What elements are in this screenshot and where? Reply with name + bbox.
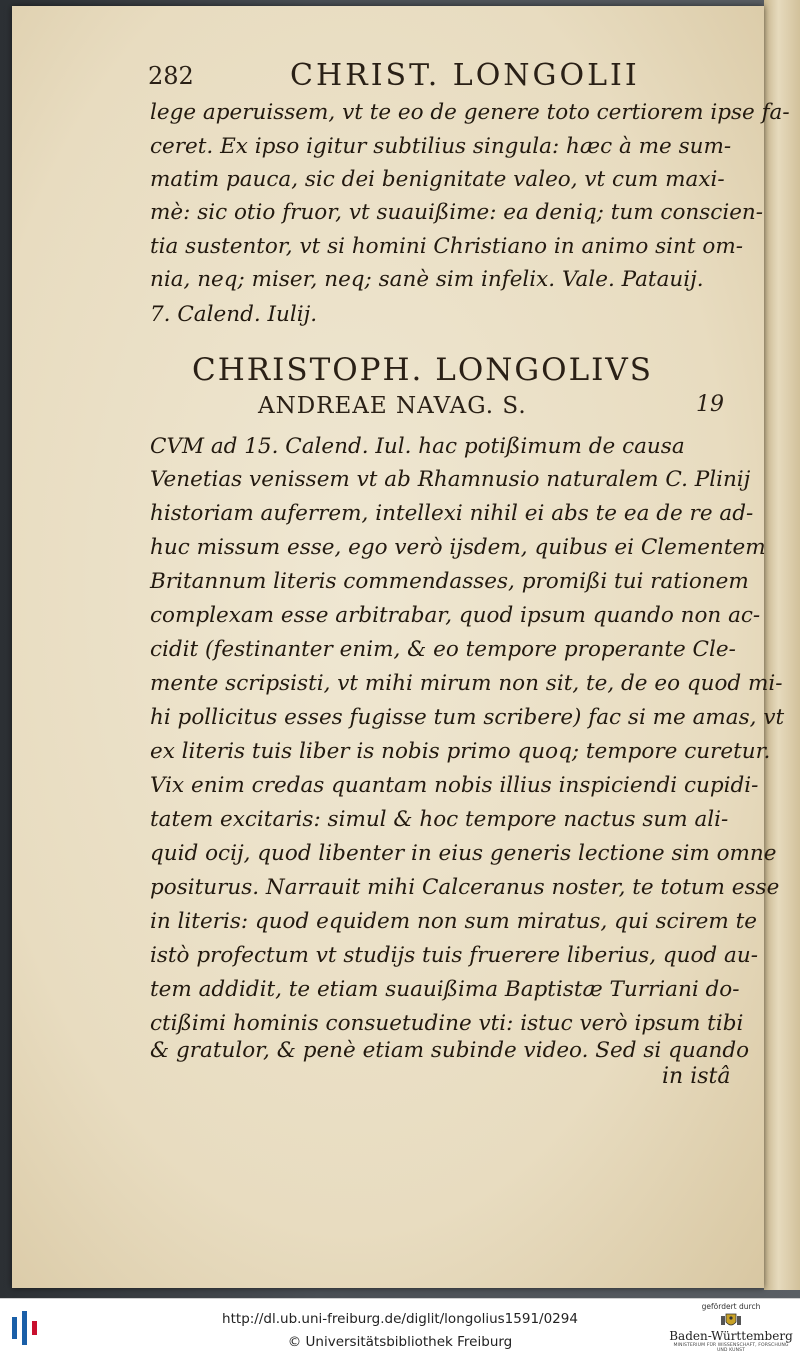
copyright-text: © Universitätsbibliothek Freiburg: [287, 1334, 513, 1350]
text-line: 7. Calend. Iulij.: [150, 302, 318, 327]
text-line: positurus. Narrauit mihi Calceranus noster, te totum esse: [150, 875, 780, 900]
text-line: ceret. Ex ipso igitur subtilius singula: hæc à me sum-: [150, 134, 732, 159]
letter-heading: CHRISTOPH. LONGOLIVS: [192, 352, 654, 388]
text-line: CVM ad 15. Calend. Iul. hac potißimum de causa: [150, 434, 685, 459]
text-line: & gratulor, & penè etiam subinde video. Sed si quando: [150, 1038, 750, 1063]
text-line: Vix enim credas quantam nobis illius inspiciendi cupidi-: [150, 773, 759, 798]
text-line: cidit (festinanter enim, & eo tempore properante Cle-: [150, 637, 736, 662]
text-line: istò profectum vt studijs tuis fruerere liberius, quod au-: [150, 943, 758, 968]
margin-number: 19: [696, 392, 724, 417]
text-line: complexam esse arbitrabar, quod ipsum quando non ac-: [150, 603, 761, 628]
text-line: tatem excitaris: simul & hoc tempore nactus sum ali-: [150, 807, 729, 832]
text-line: Venetias venissem vt ab Rhamnusio naturalem C. Plinij: [150, 467, 751, 492]
baden-wuerttemberg-crest-icon: [720, 1312, 742, 1330]
text-line: tem addidit, te etiam suauißima Baptistæ Turriani do-: [150, 977, 740, 1002]
text-line: mente scripsisti, vt mihi mirum non sit, te, de eo quod mi-: [150, 671, 783, 696]
sponsor-name: Baden-Württemberg: [669, 1329, 793, 1343]
text-line: historiam auferrem, intellexi nihil ei abs te ea de re ad-: [150, 501, 754, 526]
running-title: CHRIST. LONGOLII: [290, 58, 640, 93]
text-line: ctißimi hominis consuetudine vti: istuc verò ipsum tibi: [150, 1011, 744, 1036]
catchword: in istâ: [662, 1064, 731, 1089]
text-line: matim pauca, sic dei benignitate valeo, vt cum maxi-: [150, 167, 725, 192]
page-header: [148, 58, 718, 102]
text-line: in literis: quod equidem non sum miratus, qui scirem te: [150, 909, 757, 934]
text-line: huc missum esse, ego verò ijsdem, quibus ei Clementem: [150, 535, 766, 560]
sponsor-caption: gefördert durch: [701, 1302, 761, 1311]
text-line: nia, neq; miser, neq; sanè sim infelix. Vale. Patauij.: [150, 267, 704, 292]
viewer-footer: [0, 1298, 800, 1357]
text-line: tia sustentor, vt si homini Christiano in animo sint om-: [150, 234, 743, 259]
letter-subheading: ANDREAE NAVAG. S.: [258, 393, 527, 419]
text-line: mè: sic otio fruor, vt suauißime: ea deniq; tum conscien-: [150, 200, 764, 225]
sponsor-block[interactable]: [668, 1301, 794, 1355]
text-line: Britannum literis commendasses, promißi tui rationem: [150, 569, 749, 594]
sponsor-ministry: MINISTERIUM FÜR WISSENSCHAFT, FORSCHUNG UND KUNST: [673, 1343, 789, 1353]
text-line: ex literis tuis liber is nobis primo quoq; tempore curetur.: [150, 739, 771, 764]
folio-number: 282: [148, 62, 194, 90]
text-line: hi pollicitus esses fugisse tum scribere) fac si me amas, vt: [150, 705, 785, 730]
permalink-url[interactable]: http://dl.ub.uni-freiburg.de/diglit/longolius1591/0294: [222, 1311, 578, 1327]
text-line: lege aperuissem, vt te eo de genere toto certiorem ipse fa-: [150, 100, 790, 125]
next-page-edge: [764, 0, 800, 1290]
text-line: quid ocij, quod libenter in eius generis lectione sim omne: [150, 841, 777, 866]
